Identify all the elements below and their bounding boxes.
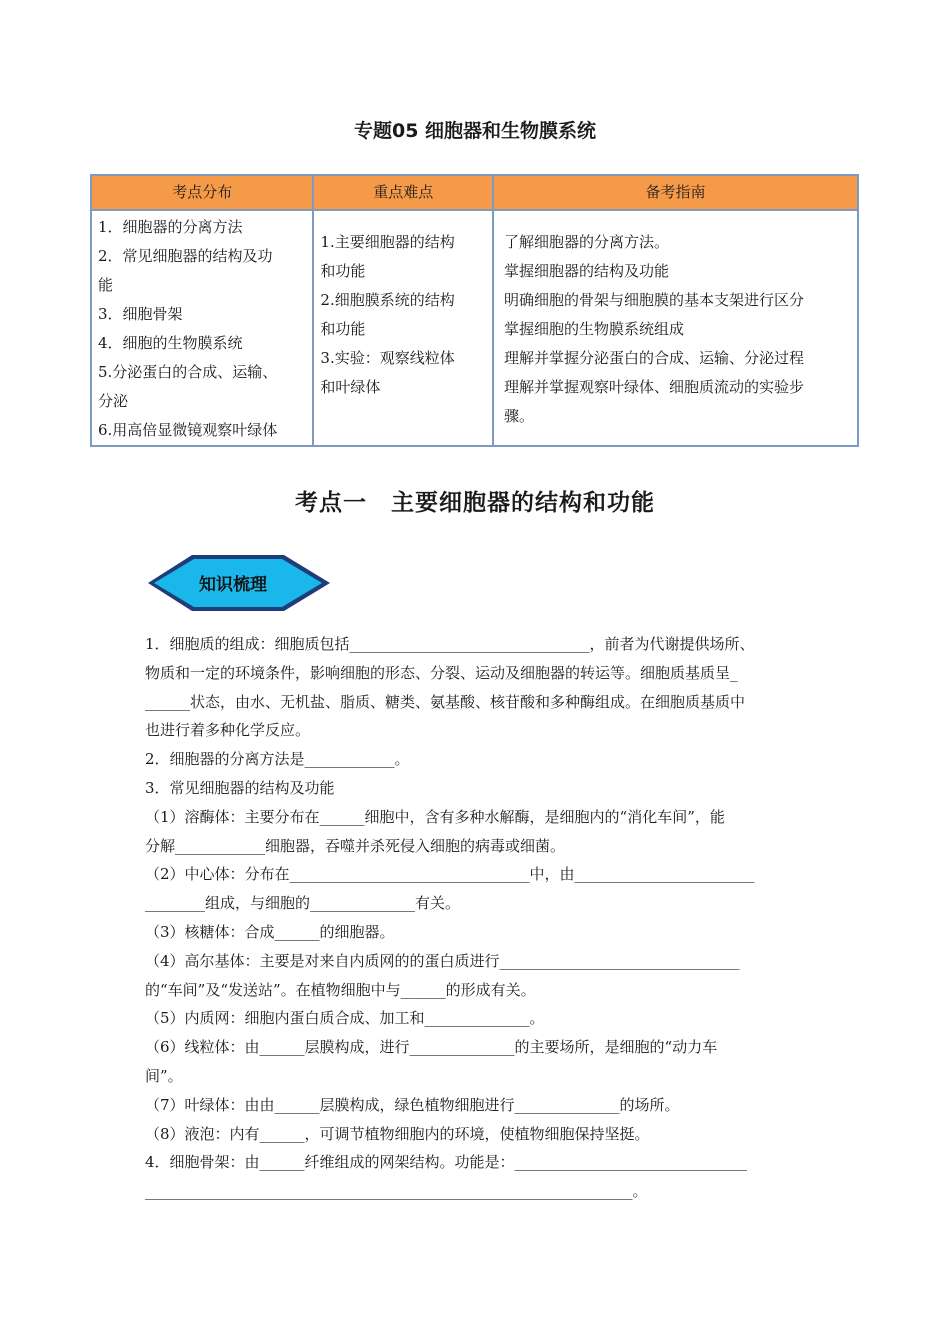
content-line: 2．细胞器的分离方法是____________。 (145, 750, 410, 769)
content-line: （3）核糖体：合成______的细胞器。 (145, 922, 395, 941)
content-line: 分解____________细胞器，吞噬并杀死侵入细胞的病毒或细菌。 (145, 836, 566, 855)
key-difficulties-cell (313, 210, 493, 446)
content-line: 的“车间”及“发送站”。在植物细胞中与______的形成有关。 (145, 980, 536, 999)
cell-line: 6.用高倍显微镜观察叶绿体 (98, 421, 278, 439)
cell-line: 和功能 (320, 320, 366, 338)
cell-line: 3．细胞骨架 (98, 305, 183, 323)
cell-line: 明确细胞的骨架与细胞膜的基本支架进行区分 (503, 291, 804, 309)
content-line: 物质和一定的环境条件，影响细胞的形态、分裂、运动及细胞器的转运等。细胞质基质呈_ (145, 663, 738, 682)
study-guide-cell (493, 210, 858, 446)
content-line: （7）叶绿体：由由______层膜构成，绿色植物细胞进行______________的场所。 (145, 1095, 680, 1114)
cell-line: 掌握细胞器的结构及功能 (503, 262, 669, 280)
knowledge-content (145, 630, 810, 1206)
content-line: ________组成，与细胞的______________有关。 (145, 894, 461, 913)
content-line: 3．常见细胞器的结构及功能 (145, 778, 335, 797)
cell-line: 骤。 (503, 407, 534, 425)
content-line: （1）溶酶体：主要分布在______细胞中，含有多种水解酶，是细胞内的“消化车间”，能 (145, 807, 725, 826)
cell-line: 4．细胞的生物膜系统 (98, 334, 243, 352)
content-line: _________________________________________________________________。 (145, 1182, 648, 1201)
content-line: 4．细胞骨架：由______纤维组成的网架结构。功能是：_______________________________ (145, 1153, 748, 1172)
table-header-row (91, 175, 858, 210)
content-line: 1．细胞质的组成：细胞质包括________________________________，前者为代谢提供场所、 (145, 635, 755, 653)
content-line: （8）液泡：内有______，可调节植物细胞内的环境，使植物细胞保持坚挺。 (145, 1124, 650, 1143)
knowledge-badge (146, 553, 332, 613)
cell-line: 1．细胞器的分离方法 (98, 218, 243, 236)
content-line: （6）线粒体：由______层膜构成，进行______________的主要场所，是细胞的“动力车 (145, 1038, 718, 1057)
section-heading: 考点一 主要细胞器的结构和功能 (295, 490, 655, 516)
cell-line: 5.分泌蛋白的合成、运输、 (98, 363, 278, 381)
content-line: （4）高尔基体：主要是对来自内质网的的蛋白质进行________________________________ (145, 951, 740, 970)
cell-line: 3.实验：观察线粒体 (320, 349, 455, 367)
cell-line: 理解并掌握分泌蛋白的合成、运输、分泌过程 (503, 349, 804, 367)
cell-line: 掌握细胞的生物膜系统组成 (503, 320, 684, 338)
content-line: （2）中心体：分布在________________________________中，由________________________ (145, 865, 755, 884)
table-row (91, 210, 858, 446)
cell-line: 2.细胞膜系统的结构 (320, 291, 455, 309)
cell-line: 分泌 (98, 392, 129, 410)
header-study-guide: 备考指南 (493, 175, 858, 210)
cell-line: 能 (98, 276, 114, 294)
header-key-difficulties: 重点难点 (313, 175, 493, 210)
cell-line: 了解细胞器的分离方法。 (503, 233, 669, 251)
exam-points-cell (91, 210, 313, 446)
content-line: ______状态，由水、无机盐、脂质、糖类、氨基酸、核苷酸和多种酶组成。在细胞质基质中 (145, 692, 746, 711)
content-line: （5）内质网：细胞内蛋白质合成、加工和______________。 (145, 1009, 545, 1028)
cell-line: 和功能 (320, 262, 366, 280)
content-line: 间”。 (145, 1066, 183, 1085)
header-exam-points: 考点分布 (91, 175, 313, 210)
badge-label: 知识梳理 (199, 575, 267, 595)
cell-line: 和叶绿体 (320, 378, 381, 396)
cell-line: 1.主要细胞器的结构 (320, 233, 455, 251)
document-title: 专题05 细胞器和生物膜系统 (353, 120, 597, 142)
cell-line: 理解并掌握观察叶绿体、细胞质流动的实验步 (503, 378, 804, 396)
cell-line: 2．常见细胞器的结构及功 (98, 247, 273, 265)
content-line: 也进行着多种化学反应。 (145, 721, 311, 740)
overview-table (90, 174, 859, 447)
